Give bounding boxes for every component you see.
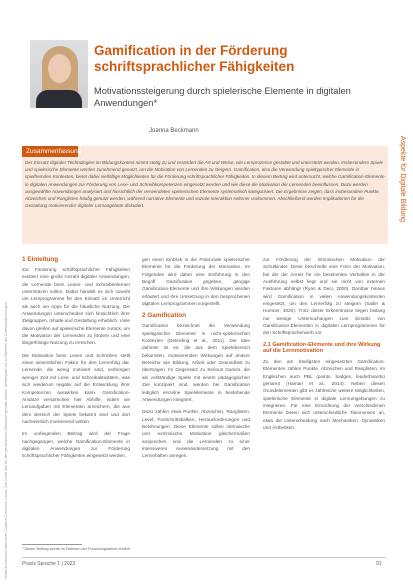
section-tab-label: Aspekte für Digitale Bildung xyxy=(399,136,406,222)
body-paragraph: Gamification bezeichnet die Verwendung spieltypischer Elemente in nicht-spielerischen Kontexten (Deterding et al., 2011). Die Idee dahinter ist es, die aus dem Spielebereich bekannten, motivierenden Wirkungen auf andere Bereiche wie Bildung, Arbeit oder Gesundheit zu übertragen. Im Gegensatz zu Serious Games, die als vollständige Spiele mit einem pädagogischen Ziel konzipiert sind, werden bei Gamification lediglich einzelne Spielelemente in bestehende Anwendungen integriert. xyxy=(142,323,250,402)
author-name: Joanna Beckmann xyxy=(149,128,199,134)
body-paragraph: Dazu zählen etwa Punkte, Abzeichen, Ranglisten, Level, Fortschrittsbalken, Herausforderungen und Belohnungen. Diese Elemente sollen intrinsische und extrinsische Motivation gleichermaßen ansprechen und die Lernenden zu einer intensiveren Auseinandersetzung mit den Lerninhalten anregen. xyxy=(142,409,250,459)
footnote: * Dieser Beitrag wurde im Rahmen der Forschungsarbeit erstellt. xyxy=(22,547,131,551)
body-paragraph: Die Motivation beim Lesen und Schreiben stellt einen wesentlichen Faktor für den Lernerfolg dar. Lernende, die wenig motiviert sind, verbringen weniger Zeit mit Lese- und Schreibaktivitäten, was sich wiederum negativ auf die Entwicklung ihrer Kompetenzen auswirken kann. Gamification-Ansätze versprechen hier Abhilfe, indem sie Lernaufgaben mit Elementen anreichern, die aus dem Bereich der Spiele bekannt sind und dort nachweislich motivierend wirken. xyxy=(22,352,130,424)
author-photo-shirt xyxy=(36,90,82,108)
section-heading-introduction: 1 Einleitung xyxy=(22,256,59,263)
column-left xyxy=(22,256,130,465)
column-right xyxy=(263,256,385,436)
body-paragraph: Im vorliegenden Beitrag wird der Frage nachgegangen, welche Gamification-Elemente in digitalen Anwendungen zur Förderung schriftsprachlicher Fähigkeiten eingesetzt werden. xyxy=(22,431,130,459)
body-paragraph: Zur Förderung schriftsprachlicher Fähigkeiten existiert eine große Anzahl digitaler Anwendungen, die Lernende beim Lesen- und Schreibenlernen unterstützen sollen. Dabei handelt es sich sowohl um Lernprogramme für den Einsatz im Unterricht als auch um Apps für die häusliche Nutzung. Die Anwendungen unterscheiden sich hinsichtlich ihrer Zielgruppen, Inhalte und Gestaltung erheblich. Viele davon greifen auf spielerische Elemente zurück, um die Motivation der Lernenden zu fördern und eine längerfristige Nutzung zu erreichen. xyxy=(22,267,130,346)
abstract-heading: Zusammenfassung xyxy=(22,146,78,157)
body-paragraph: gen einen Einblick in die Potenziale spielerischer Elemente für die Förderung der Motivation. Im Folgenden wird daher eine Einführung in den Begriff Gamification gegeben, gängige Gamification-Elemente und ihre Wirkungen werden erläutert und ihre Umsetzung in den besprochenen digitalen Lernprogrammen vorgestellt. xyxy=(142,257,250,307)
body-paragraph: zur Förderung der intrinsischen Motivation der Schulkinder. Diese beschreibt eine Form der Motivation, bei der der Anreiz für ein bestimmtes Verhalten in der Ausführung selbst liegt und sie nicht von externen Faktoren abhängt (Ryan & Deci, 2000). Darüber hinaus wird Gamification in vielen Anwendungskontexten eingesetzt, um den Lernerfolg zu steigern (Sailer & Homner, 2020). Trotz dieser Erkenntnisse liegen bislang nur wenige Untersuchungen zum Einsatz von Gamification-Elementen in digitalen Lernprogrammen für den Schriftspracherwerb vor. xyxy=(263,257,385,336)
side-license-text: Inhalt ist lizenziert nach einer Creative Commons Lizenz. Der Inhalt darf für den persönlichen Gebrauch genutzt werden. Weitergabe nur im Rahmen der Lizenzbestimmungen. xyxy=(4,300,8,579)
abstract-box xyxy=(22,146,388,244)
footnote-divider xyxy=(22,544,82,545)
author-photo xyxy=(30,40,88,108)
body-paragraph: Zu den am häufigsten eingesetzten Gamification-Elementen zählen Punkte, Abzeichen und Ranglisten, im Englischen auch PBL (points, badges, leaderboards) genannt (Hamari et al., 2014). Neben diesen Grundelementen gibt es zahlreiche weitere Möglichkeiten, spielerische Elemente in digitale Lernumgebungen zu integrieren. Für eine Einordnung der verschiedenen Elemente bieten sich unterschiedliche Taxonomien an, etwa die Unterscheidung nach Mechaniken, Dynamiken und Ästhetiken. xyxy=(263,358,385,431)
section-heading-gamification: 2 Gamification xyxy=(142,312,187,320)
column-middle xyxy=(142,256,250,465)
author-photo-face xyxy=(48,54,71,83)
abstract-text: Der Einsatz digitaler Technologien im Bildungskontext nimmt stetig zu und verändert die Art und Weise, wie Lernprozesse gestaltet und unterstützt werden. Insbesondere Spiele und spielerische Elemente werden zunehmend genutzt, um die Motivation von Lernenden zu steigern. Gamification, also die Verwendung spieltypischer Elemente in spielfremden Kontexten, bietet dabei vielfältige Möglichkeiten für die Förderung schriftsprachlicher Fähigkeiten. In diesem Beitrag wird untersucht, welche Gamification-Elemente in digitalen Anwendungen zur Förderung von Lese- und Schreibkompetenzen eingesetzt werden und wie diese die Motivation der Lernenden beeinflussen. Dazu werden ausgewählte Anwendungen analysiert und hinsichtlich der verwendeten spielerischen Elemente systematisch kategorisiert. Die Ergebnisse zeigen, dass insbesondere Punkte, Abzeichen und Ranglisten häufig genutzt werden, während narrative Elemente und soziale Interaktion seltener vorkommen. Abschließend werden Implikationen für die Gestaltung motivierender digitaler Lernangebote diskutiert. xyxy=(25,160,385,209)
article-title: Gamification in der Förderung schriftsprachlicher Fähigkeiten xyxy=(94,43,295,74)
page-number: 91 xyxy=(376,561,382,567)
subsection-heading: 2.1 Gamification-Elemente und ihre Wirkung auf die Lernmotivation xyxy=(263,341,381,355)
journal-info: Praxis Sprache 1 | 2023 xyxy=(22,561,76,567)
footer-divider xyxy=(22,557,386,558)
article-subtitle: Motivationssteigerung durch spielerische Elemente in digitalen Anwendungen* xyxy=(94,86,351,108)
